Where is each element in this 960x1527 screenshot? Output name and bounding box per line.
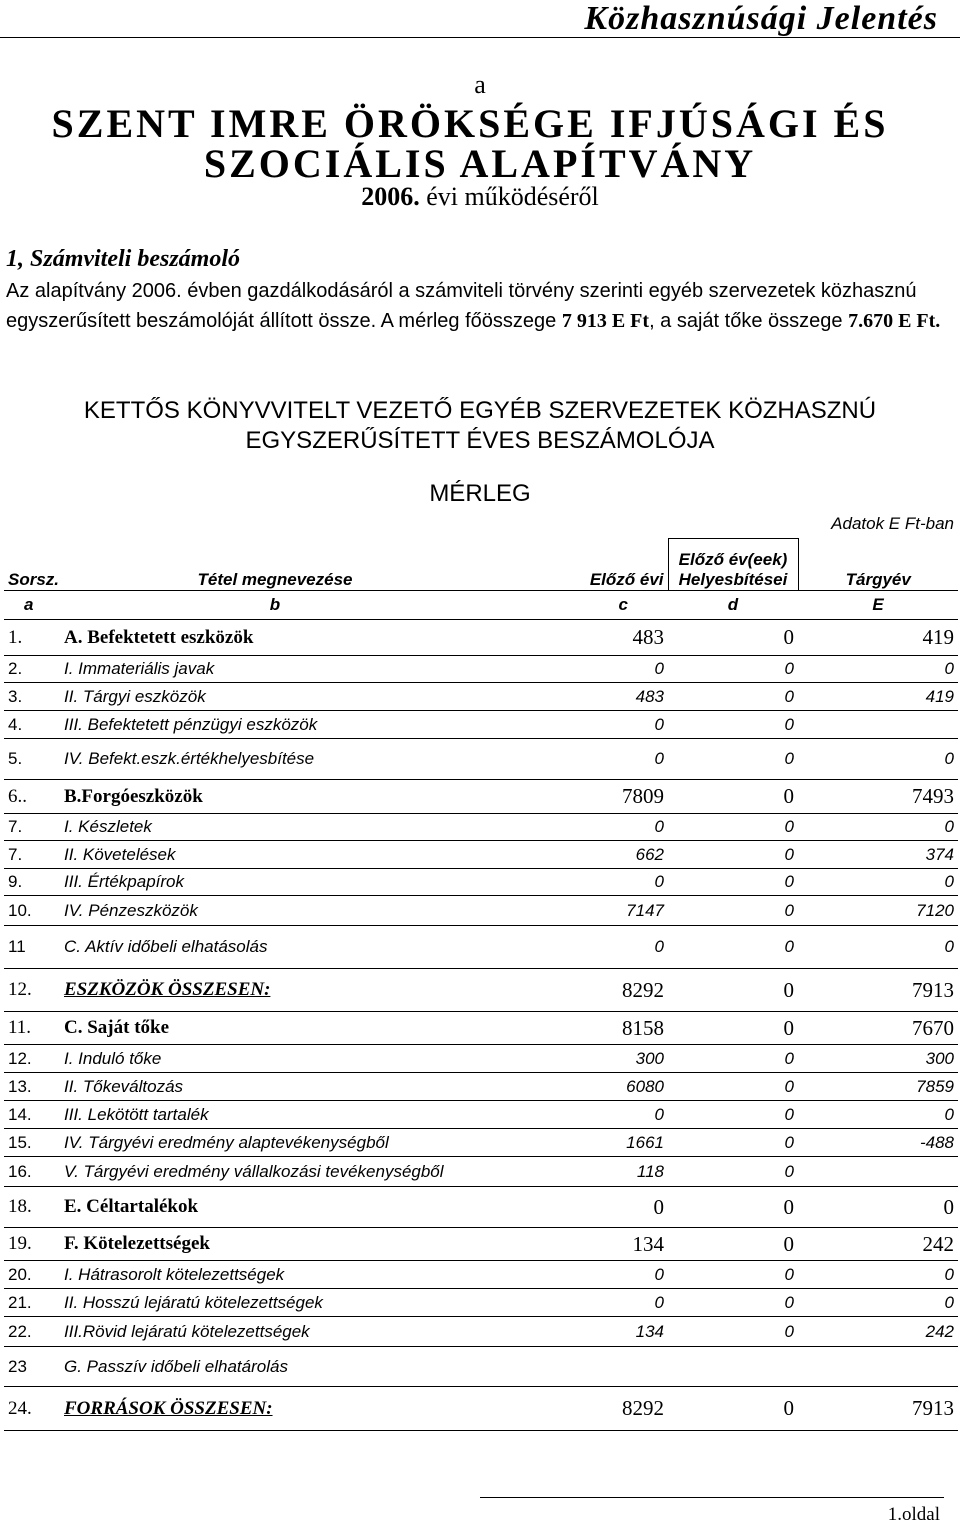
report-year: 2006. — [361, 182, 420, 211]
row-number: 12. — [8, 979, 32, 1000]
row-adjustment-value: 0 — [784, 1161, 794, 1181]
row-current-year-value: 0 — [944, 1264, 954, 1284]
row-item-name: II. Követelések — [64, 844, 176, 864]
row-number: 3. — [8, 686, 23, 706]
row-previous-year-value: 8292 — [622, 977, 664, 1002]
table-row — [4, 656, 958, 683]
table-row — [4, 1228, 958, 1261]
row-number: 24. — [8, 1397, 32, 1419]
row-previous-year-value: 118 — [636, 1161, 664, 1181]
col-header-current-year: Tárgyév — [845, 570, 911, 589]
title-preposition: a — [474, 70, 486, 99]
header-rule — [0, 37, 960, 38]
row-previous-year-value: 134 — [635, 1321, 664, 1341]
row-previous-year-value: 662 — [635, 844, 664, 864]
table-row — [4, 926, 958, 969]
row-previous-year-value: 0 — [654, 659, 664, 678]
column-header-row — [4, 539, 958, 591]
row-item-name: B.Forgóeszközök — [64, 785, 203, 807]
col-header-previous-year: Előző évi — [589, 570, 664, 589]
table-row — [4, 683, 958, 711]
row-adjustment-value: 0 — [784, 686, 794, 706]
row-number: 7. — [8, 844, 23, 864]
row-item-name: II. Hosszú lejáratú kötelezettségek — [64, 1292, 323, 1312]
row-previous-year-value: 0 — [654, 749, 664, 768]
row-previous-year-value: 0 — [654, 714, 664, 734]
row-adjustment-value: 0 — [784, 844, 794, 864]
col-header-adjustments-line-1: Előző év(eek) — [678, 550, 788, 569]
row-previous-year-value: 7809 — [622, 784, 664, 808]
table-row — [4, 1387, 958, 1431]
column-letter-row — [4, 591, 958, 620]
row-previous-year-value: 1661 — [626, 1132, 664, 1152]
row-number: 7. — [8, 817, 23, 836]
col-letter-c: c — [490, 591, 668, 620]
row-previous-year-value: 8292 — [622, 1396, 664, 1420]
row-number: 22. — [8, 1321, 32, 1341]
row-previous-year-value: 0 — [654, 817, 664, 836]
row-number: 19. — [8, 1233, 32, 1254]
row-adjustment-value: 0 — [784, 1321, 794, 1341]
row-number: 21. — [8, 1292, 32, 1312]
row-current-year-value — [798, 1347, 958, 1387]
row-adjustment-value: 0 — [783, 1396, 794, 1420]
row-adjustment-value: 0 — [784, 1292, 794, 1312]
row-item-name: IV. Pénzeszközök — [64, 900, 198, 920]
row-adjustment-value: 0 — [784, 1076, 794, 1096]
row-item-name: C. Saját tőke — [64, 1017, 170, 1038]
row-item-name: C. Aktív időbeli elhatásolás — [64, 937, 268, 956]
page-number: 1.oldal — [887, 1504, 940, 1525]
row-adjustment-value: 0 — [784, 937, 794, 956]
row-number: 11 — [8, 937, 26, 956]
footer-rule — [480, 1497, 944, 1498]
row-current-year-value: 0 — [944, 937, 954, 956]
total-assets-value: 7 913 E Ft — [561, 310, 650, 332]
row-item-name: IV. Befekt.eszk.értékhelyesbítése — [64, 749, 315, 768]
row-current-year-value: 7493 — [912, 784, 954, 808]
row-number: 15. — [8, 1132, 32, 1152]
row-item-name: E. Céltartalékok — [64, 1196, 199, 1217]
row-item-name: I. Készletek — [64, 817, 152, 836]
report-title-line-2: EGYSZERŰSÍTETT ÉVES BESZÁMOLÓJA — [245, 427, 715, 454]
section-heading: 1, Számviteli beszámoló — [6, 246, 240, 272]
row-adjustment-value: 0 — [784, 714, 794, 734]
row-current-year-value: 7120 — [916, 900, 954, 920]
table-row — [4, 869, 958, 896]
table-row — [4, 620, 958, 656]
row-current-year-value — [798, 1157, 958, 1187]
paragraph-text: Az alapítvány 2006. évben gazdálkodásáról a számviteli törvény szerinti egyéb szervezetek közhasznú egyszerűsített beszámolóját állított össze. A mérleg főösszege — [6, 280, 917, 332]
col-header-adjustments — [668, 539, 798, 591]
row-item-name: III. Értékpapírok — [64, 872, 184, 891]
row-adjustment-value: 0 — [783, 977, 794, 1002]
row-number: 13. — [8, 1076, 32, 1096]
row-adjustment-value: 0 — [784, 900, 794, 920]
row-number: 10. — [8, 900, 32, 920]
row-number: 14. — [8, 1104, 32, 1124]
row-item-name: IV. Tárgyévi eredmény alaptevékenységből — [64, 1132, 389, 1152]
row-previous-year-value: 300 — [635, 1048, 664, 1068]
section-paragraph — [6, 276, 951, 336]
row-number: 5. — [8, 749, 23, 768]
row-adjustment-value: 0 — [784, 1264, 794, 1284]
row-current-year-value: 419 — [925, 686, 954, 706]
col-letter-b: b — [60, 591, 490, 620]
row-adjustment-value: 0 — [783, 1231, 794, 1256]
row-current-year-value: -488 — [919, 1132, 954, 1152]
row-current-year-value: 0 — [944, 1292, 954, 1312]
row-item-name: FORRÁSOK ÖSSZESEN: — [64, 1397, 273, 1419]
report-year-line — [0, 182, 960, 212]
table-row — [4, 1157, 958, 1187]
row-current-year-value: 7913 — [912, 977, 954, 1002]
table-row — [4, 1261, 958, 1289]
table-row — [4, 1347, 958, 1387]
table-row — [4, 1187, 958, 1228]
row-previous-year-value: 0 — [654, 1104, 664, 1124]
row-current-year-value: 7859 — [916, 1076, 954, 1096]
row-item-name: A. Befektetett eszközök — [64, 626, 254, 648]
row-item-name: I. Induló tőke — [64, 1048, 162, 1068]
row-current-year-value: 0 — [944, 749, 954, 768]
row-previous-year-value: 483 — [635, 686, 664, 706]
row-adjustment-value: 0 — [784, 817, 794, 836]
row-current-year-value: 0 — [944, 1104, 954, 1124]
table-row — [4, 780, 958, 814]
row-current-year-value: 0 — [944, 817, 954, 836]
row-current-year-value: 7670 — [912, 1015, 954, 1040]
col-header-adjustments-line-2: Helyesbítései — [678, 570, 788, 589]
organization-name-line-2: SZOCIÁLIS ALAPÍTVÁNY — [203, 141, 757, 186]
col-letter-a: a — [4, 591, 60, 620]
row-previous-year-value: 7147 — [626, 900, 664, 920]
col-header-item-name: Tétel megnevezése — [197, 570, 353, 589]
row-item-name: V. Tárgyévi eredmény vállalkozási tevékenységből — [64, 1161, 444, 1181]
row-previous-year-value: 483 — [632, 625, 664, 649]
row-current-year-value: 419 — [922, 625, 954, 649]
row-number: 1. — [8, 626, 23, 648]
row-previous-year-value: 0 — [654, 1292, 664, 1312]
row-current-year-value: 0 — [944, 872, 954, 891]
row-item-name: I. Immateriális javak — [64, 659, 215, 678]
row-adjustment-value: 0 — [783, 1015, 794, 1040]
table-row — [4, 1012, 958, 1045]
report-title-line-1: KETTŐS KÖNYVVITELT VEZETŐ EGYÉB SZERVEZETEK KÖZHASZNÚ — [83, 397, 877, 424]
table-row — [4, 1129, 958, 1157]
row-adjustment-value — [668, 1347, 798, 1387]
row-item-name: II. Tőkeváltozás — [64, 1076, 184, 1096]
table-row — [4, 711, 958, 739]
row-current-year-value: 374 — [925, 844, 954, 864]
table-row — [4, 896, 958, 926]
row-adjustment-value: 0 — [784, 659, 794, 678]
row-item-name: I. Hátrasorolt kötelezettségek — [64, 1264, 285, 1284]
row-current-year-value — [798, 711, 958, 739]
row-adjustment-value: 0 — [784, 1104, 794, 1124]
col-header-number: Sorsz. — [8, 570, 60, 589]
organization-name-line-1: SZENT IMRE ÖRÖKSÉGE IFJÚSÁGI ÉS — [51, 101, 889, 146]
row-previous-year-value: 0 — [654, 937, 664, 956]
row-item-name: II. Tárgyi eszközök — [64, 686, 206, 706]
document-header-title: Közhasznúsági Jelentés — [584, 0, 938, 37]
row-item-name: III.Rövid lejáratú kötelezettségek — [64, 1321, 310, 1341]
row-adjustment-value: 0 — [784, 1048, 794, 1068]
row-adjustment-value: 0 — [783, 1194, 794, 1219]
balance-sheet-title: MÉRLEG — [429, 480, 531, 507]
row-number: 20. — [8, 1264, 32, 1284]
table-row — [4, 1073, 958, 1101]
row-number: 6.. — [8, 785, 27, 807]
row-current-year-value: 7913 — [912, 1396, 954, 1420]
row-number: 4. — [8, 714, 23, 734]
report-year-suffix: évi működéséről — [419, 182, 599, 211]
col-letter-e: E — [798, 591, 958, 620]
row-current-year-value: 300 — [925, 1048, 954, 1068]
units-note: Adatok E Ft-ban — [831, 514, 954, 533]
row-item-name: G. Passzív időbeli elhatárolás — [64, 1356, 288, 1376]
row-current-year-value: 0 — [944, 659, 954, 678]
col-letter-d: d — [668, 591, 798, 620]
row-number: 18. — [8, 1196, 32, 1217]
table-row — [4, 739, 958, 780]
row-number: 23 — [8, 1356, 27, 1376]
balance-sheet-table — [4, 538, 958, 1431]
row-item-name: F. Kötelezettségek — [64, 1233, 210, 1254]
row-current-year-value: 242 — [922, 1231, 954, 1256]
row-previous-year-value — [490, 1347, 668, 1387]
row-previous-year-value: 6080 — [626, 1076, 664, 1096]
row-previous-year-value: 0 — [654, 872, 664, 891]
row-number: 12. — [8, 1048, 32, 1068]
row-adjustment-value: 0 — [784, 1132, 794, 1152]
table-row — [4, 1289, 958, 1317]
row-previous-year-value: 134 — [632, 1231, 664, 1256]
row-previous-year-value: 0 — [654, 1264, 664, 1284]
table-row — [4, 1101, 958, 1129]
table-row — [4, 1317, 958, 1347]
table-row — [4, 969, 958, 1012]
table-row — [4, 814, 958, 841]
row-adjustment-value: 0 — [783, 784, 794, 808]
row-adjustment-value: 0 — [784, 749, 794, 768]
row-number: 11. — [8, 1017, 32, 1038]
row-previous-year-value: 8158 — [622, 1015, 664, 1040]
row-current-year-value: 0 — [943, 1194, 954, 1219]
row-number: 2. — [8, 659, 23, 678]
row-item-name: ESZKÖZÖK ÖSSZESEN: — [64, 979, 271, 1000]
row-current-year-value: 242 — [925, 1321, 954, 1341]
row-adjustment-value: 0 — [783, 625, 794, 649]
row-previous-year-value: 0 — [653, 1194, 664, 1219]
equity-value: 7.670 E Ft. — [848, 310, 941, 332]
table-row — [4, 841, 958, 869]
row-item-name: III. Befektetett pénzügyi eszközök — [64, 714, 318, 734]
table-row — [4, 1045, 958, 1073]
paragraph-text-2: , a saját tőke összege — [649, 310, 849, 332]
row-adjustment-value: 0 — [784, 872, 794, 891]
row-number: 9. — [8, 872, 23, 891]
row-number: 16. — [8, 1161, 32, 1181]
row-item-name: III. Lekötött tartalék — [64, 1104, 209, 1124]
